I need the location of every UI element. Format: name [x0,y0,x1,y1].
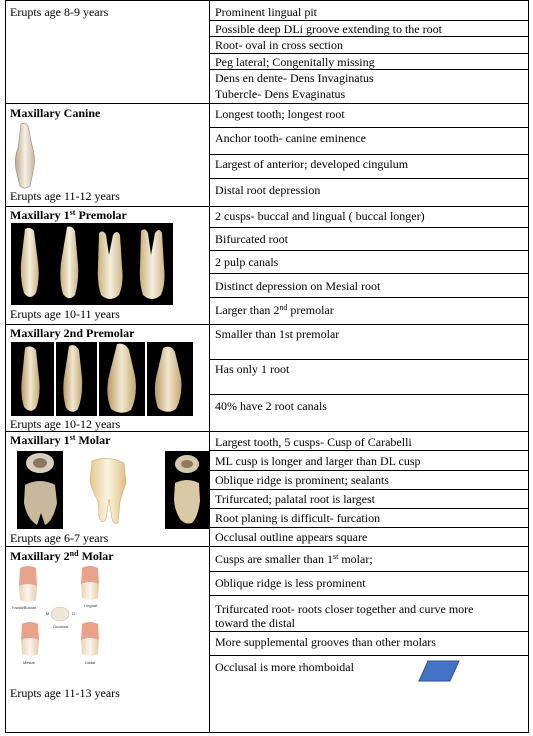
tooth-title: Maxillary 1st Premolar [10,208,127,222]
canine-tooth-image [12,122,38,190]
tooth-title: Maxillary Canine [10,106,101,120]
feature-text: Root planing is difficult- furcation [215,511,381,525]
row-separator [210,631,528,632]
feature-text: 40% have 2 root canals [215,399,327,413]
feature-text: ML cusp is longer and larger than DL cusp [215,454,421,468]
section-separator [6,103,528,104]
diagram-label: Lingual [84,603,97,608]
molar2-diagram [10,564,110,670]
feature-text: Bifurcated root [215,232,288,246]
feature-text: Largest of anterior; developed cingulum [215,157,409,171]
feature-text: Oblique ridge is less prominent [215,576,366,590]
feature-text: Occlusal is more rhomboidal [215,660,354,674]
feature-text: Anchor tooth- canine eminence [215,131,366,145]
tooth-title: Maxillary 2nd Molar [10,549,114,563]
erupts-age: Erupts age 10-11 years [10,307,120,321]
row-separator [210,127,528,128]
row-separator [210,20,528,21]
feature-text: Cusps are smaller than 1st molar; [215,552,373,566]
erupts-age: Erupts age 11-12 years [10,189,120,203]
feature-text: Peg lateral; Congenitally missing [215,55,375,69]
row-separator [210,273,528,274]
diagram-label: Distal [85,660,96,665]
row-separator [210,595,528,596]
row-separator [210,250,528,251]
row-separator [210,69,528,70]
erupts-age: Erupts age 11-13 years [10,686,120,700]
diagram-label: Mesial [23,660,35,665]
feature-text: Longest tooth; longest root [215,107,345,121]
row-separator [210,53,528,54]
section-separator [6,206,528,207]
feature-text: Distinct depression on Mesial root [215,279,381,293]
feature-text: Has only 1 root [215,362,290,376]
feature-text: Trifurcated root- roots closer together and curve more [215,602,474,616]
feature-text: Larger than 2nd premolar [215,303,334,317]
erupts-age: Erupts age 6-7 years [10,531,109,545]
molar1-lingual-photo [165,451,209,529]
feature-text: More supplemental grooves than other molars [215,635,436,649]
feature-text: Trifurcated; palatal root is largest [215,492,375,506]
premolar1-photo [11,223,173,305]
feature-text: Smaller than 1st premolar [215,327,340,341]
feature-text: Occlusal outline appears square [215,530,368,544]
row-separator [210,527,528,528]
feature-text: Distal root depression [215,183,321,197]
molar1-buccal-image [86,457,130,527]
feature-text: Largest tooth, 5 cusps- Cusp of Carabelli [215,435,412,449]
row-separator [210,359,528,360]
feature-text: Tubercle- Dens Evaginatus [215,87,346,101]
rhombus-shape [418,660,460,682]
feature-text: Possible deep DLi groove extending to the root [215,22,442,36]
diagram-label: Facial/Buccal [12,605,36,610]
section-separator [6,431,528,432]
erupts-age: Erupts age 8-9 years [10,5,109,19]
row-separator [210,297,528,298]
section-separator [6,546,528,547]
row-separator [210,655,528,656]
row-separator [210,508,528,509]
feature-text: 2 cusps- buccal and lingual ( buccal longer) [215,209,425,223]
feature-text: toward the distal [215,616,295,630]
row-separator [210,571,528,572]
diagram-label: D [72,611,75,616]
row-separator [210,394,528,395]
row-separator [210,227,528,228]
premolar2-photo [11,342,193,416]
row-separator [210,489,528,490]
molar1-occlusal-photo [17,451,63,529]
dental-table [5,0,529,733]
feature-text: 2 pulp canals [215,255,279,269]
erupts-age: Erupts age 10-12 years [10,417,121,431]
row-separator [210,154,528,155]
section-separator [6,324,528,325]
tooth-title: Maxillary 1st Molar [10,433,111,447]
column-divider [209,1,210,732]
feature-text: Oblique ridge is prominent; sealants [215,473,389,487]
diagram-label: M [46,611,50,616]
tooth-title: Maxillary 2nd Premolar [10,326,135,340]
feature-text: Dens en dente- Dens Invaginatus [215,71,374,85]
row-separator [210,470,528,471]
row-separator [210,450,528,451]
row-separator [210,36,528,37]
feature-text: Root- oval in cross section [215,38,343,52]
feature-text: Prominent lingual pit [215,5,317,19]
row-separator [210,178,528,179]
diagram-label: Occlusal [53,624,69,629]
